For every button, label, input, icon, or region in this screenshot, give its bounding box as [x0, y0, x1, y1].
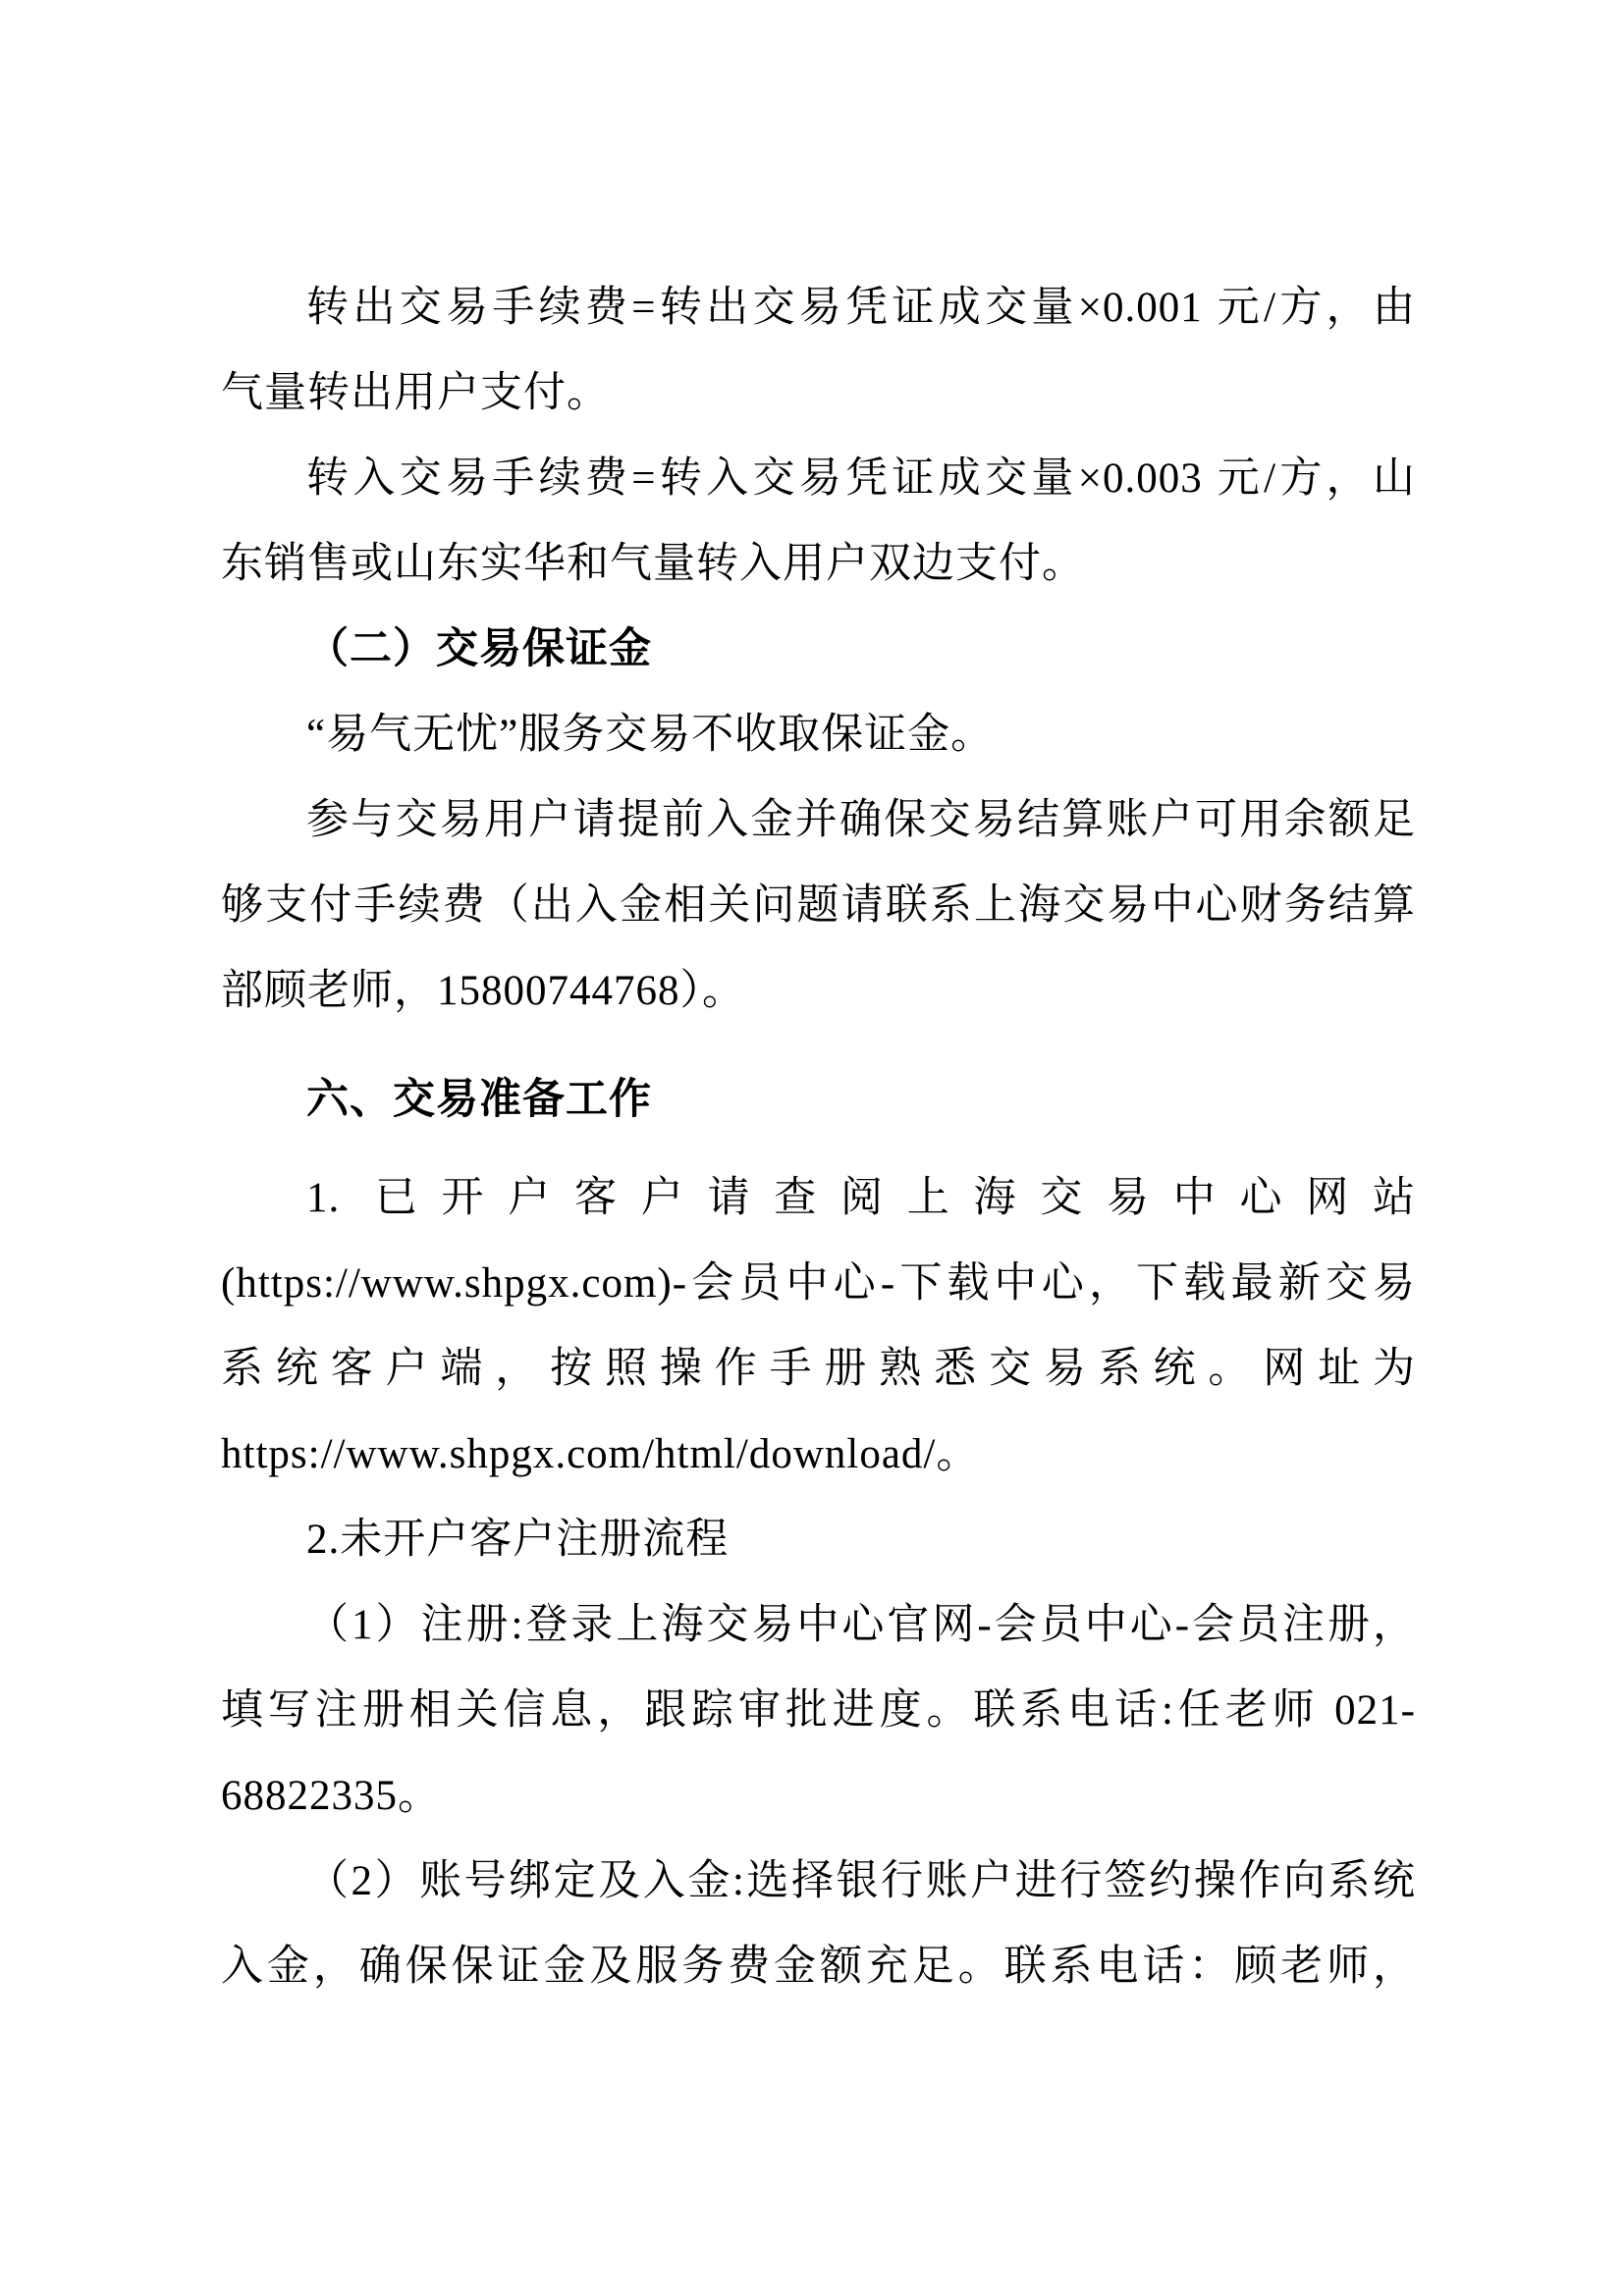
paragraph-deposit-notice: [221, 777, 1416, 1034]
text-line: （1）注册:登录上海交易中心官网-会员中心-会员注册，: [306, 1602, 1416, 1648]
text-line: 气量转出用户支付。: [221, 370, 610, 416]
heading-line: 六、交易准备工作: [306, 1077, 652, 1123]
text-line: (https://www.shpgx.com)-会员中心-下载中心，下载最新交易: [221, 1260, 1416, 1307]
text-line: 够支付手续费（出入金相关问题请联系上海交易中心财务结算: [221, 882, 1416, 929]
paragraph-existing-clients: [221, 1155, 1416, 1497]
text-line: 参与交易用户请提前入金并确保交易结算账户可用余额足: [306, 797, 1416, 843]
text-line: 东销售或山东实华和气量转入用户双边支付。: [221, 541, 1085, 587]
paragraph-transfer-out-fee: [221, 265, 1416, 436]
text-line: 转入交易手续费=转入交易凭证成交量×0.003 元/方，山: [306, 455, 1416, 502]
text-line: 1. 已开户客户请查阅上海交易中心网站: [306, 1175, 1416, 1221]
text-line download-url: https://www.shpgx.com/html/download/。: [221, 1431, 980, 1477]
heading-line: （二）交易保证金: [306, 626, 652, 672]
section-heading-margin: [221, 607, 1416, 692]
text-line: （2）账号绑定及入金:选择银行账户进行签约操作向系统: [306, 1858, 1416, 1904]
section-heading-preparation: [221, 1057, 1416, 1143]
text-line: “易气无忧”服务交易不收取保证金。: [306, 712, 995, 758]
text-line: 2.未开户客户注册流程: [306, 1517, 730, 1563]
text-line: 68822335。: [221, 1773, 441, 1819]
paragraph-step2-binding-deposit: [221, 1839, 1416, 2009]
text-line: 入金，确保保证金及服务费金额充足。联系电话：顾老师，: [221, 1944, 1416, 1990]
text-line: 填写注册相关信息，跟踪审批进度。联系电话:任老师 021-: [221, 1687, 1416, 1734]
paragraph-step1-register: [221, 1582, 1416, 1839]
text-line: 系统客户端，按照操作手册熟悉交易系统。网址为: [221, 1346, 1416, 1392]
paragraph-transfer-in-fee: [221, 436, 1416, 607]
text-line: 部顾老师，15800744768）。: [221, 968, 745, 1014]
paragraph-new-client-flow-title: [221, 1497, 1416, 1582]
paragraph-no-margin-required: [221, 692, 1416, 777]
text-line: 转出交易手续费=转出交易凭证成交量×0.001 元/方，由: [306, 285, 1416, 331]
